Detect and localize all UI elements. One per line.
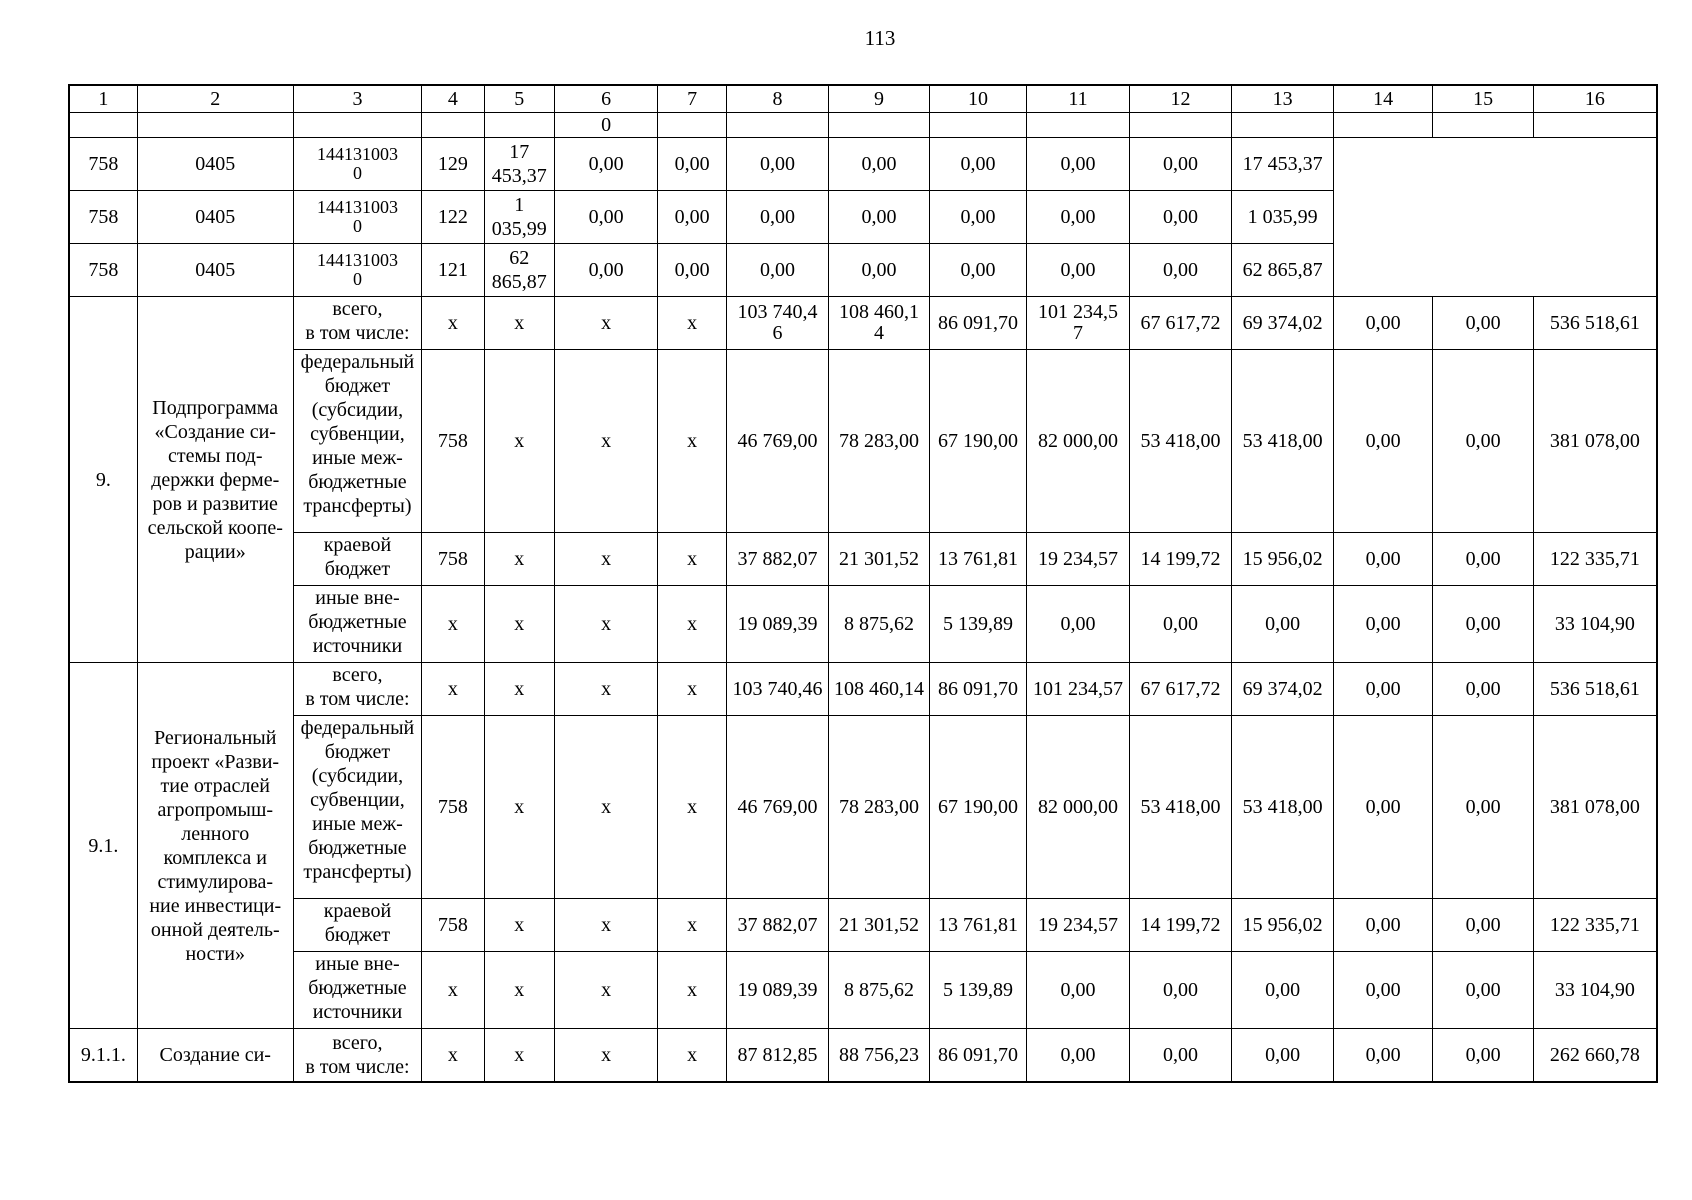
cell [829, 113, 930, 138]
header-cell: 9 [829, 85, 930, 113]
section-name-line: рации» [184, 540, 246, 563]
cell: 0,00 [1333, 586, 1433, 663]
continuation-row [69, 113, 1657, 138]
cell: х [658, 533, 726, 586]
cell: 82 000,00 [1027, 716, 1130, 899]
header-cell: 6 [554, 85, 658, 113]
section-name-line: стемы под- [167, 444, 263, 467]
cell: х [484, 533, 554, 586]
table-row [69, 138, 1657, 191]
cell: 13 761,81 [929, 533, 1026, 586]
cell: 67 190,00 [929, 350, 1026, 533]
cell: 0,00 [1333, 899, 1433, 952]
table-row [69, 663, 1657, 716]
cell: 0,00 [1333, 533, 1433, 586]
cell [69, 113, 137, 138]
cell: 122 335,71 [1533, 533, 1657, 586]
header-cell: 2 [137, 85, 293, 113]
cell: 758 [69, 191, 137, 244]
cell: х [554, 952, 658, 1029]
cell: 758 [422, 533, 484, 586]
cell: 101 234,57 [1027, 663, 1130, 716]
cell: 0,00 [1333, 350, 1433, 533]
cell [484, 113, 554, 138]
cell: 0,00 [1129, 952, 1232, 1029]
cell: 0405 [137, 244, 293, 297]
cell: 21 301,52 [829, 533, 930, 586]
table-row [69, 716, 1657, 899]
cell: 0,00 [1433, 899, 1534, 952]
table-row [69, 1029, 1657, 1083]
section-name-line: держки ферме- [151, 468, 280, 491]
cell: х [658, 663, 726, 716]
cell: х [658, 586, 726, 663]
cell: 37 882,07 [726, 899, 829, 952]
cell: 0,00 [658, 191, 726, 244]
cell: х [484, 952, 554, 1029]
cell: х [422, 952, 484, 1029]
section-name: Создание си- [137, 1029, 293, 1083]
cell: 86 091,70 [929, 297, 1026, 350]
cell: 0,00 [1333, 716, 1433, 899]
cell [1533, 113, 1657, 138]
section-number: 9.1.1. [69, 1029, 137, 1083]
cell: 0,00 [1232, 586, 1334, 663]
cell: 0,00 [1027, 1029, 1130, 1083]
cell: 0,00 [829, 244, 930, 297]
cell: х [484, 899, 554, 952]
cell [1333, 113, 1433, 138]
cell: 0,00 [1333, 663, 1433, 716]
header-cell: 5 [484, 85, 554, 113]
cell: 0,00 [1027, 244, 1130, 297]
cell: 0,00 [726, 191, 829, 244]
cell: 0,00 [658, 138, 726, 191]
cell: 0,00 [1433, 1029, 1534, 1083]
cell: 0,00 [829, 138, 930, 191]
cell: 144131003 0 [293, 244, 422, 297]
cell: х [554, 533, 658, 586]
cell: 0,00 [929, 191, 1026, 244]
cell: 536 518,61 [1533, 297, 1657, 350]
header-cell: 1 [69, 85, 137, 113]
section-number: 9. [69, 297, 137, 663]
cell: 88 756,23 [829, 1029, 930, 1083]
cell: х [658, 952, 726, 1029]
cell: 0,00 [1027, 191, 1130, 244]
table-row [69, 350, 1657, 533]
cell [1129, 113, 1232, 138]
cell: 0,00 [929, 244, 1026, 297]
section-name-line: ров и развитие [152, 492, 278, 515]
header-cell: 11 [1027, 85, 1130, 113]
section-name-line: комплекса и [163, 846, 267, 869]
cell: 0,00 [1129, 1029, 1232, 1083]
cell: х [658, 297, 726, 350]
section-name-line: онной деятель- [150, 918, 280, 941]
cell: 19 234,57 [1027, 533, 1130, 586]
cell: х [484, 297, 554, 350]
cell: х [554, 586, 658, 663]
cell: 87 812,85 [726, 1029, 829, 1083]
cell: 8 875,62 [829, 952, 930, 1029]
cell: х [422, 663, 484, 716]
cell: 0,00 [1129, 138, 1232, 191]
cell: 86 091,70 [929, 663, 1026, 716]
cell: 33 104,90 [1533, 586, 1657, 663]
section-name-line: Региональный [154, 726, 277, 749]
cell: 5 139,89 [929, 952, 1026, 1029]
header-cell: 4 [422, 85, 484, 113]
cell: 37 882,07 [726, 533, 829, 586]
cell: 0,00 [1129, 191, 1232, 244]
cell: 0,00 [1333, 1029, 1433, 1083]
cell: 381 078,00 [1533, 350, 1657, 533]
cell: х [484, 1029, 554, 1083]
table-row [69, 586, 1657, 663]
cell: 0,00 [1027, 952, 1130, 1029]
cell: 758 [422, 350, 484, 533]
section-name-line: ленного [181, 822, 250, 845]
cell: 0,00 [1433, 297, 1534, 350]
section-name-line: «Создание си- [154, 420, 276, 443]
table-row [69, 952, 1657, 1029]
cell: 144131003 0 [293, 191, 422, 244]
cell: 86 091,70 [929, 1029, 1026, 1083]
section-name-line: Подпрограмма [152, 396, 279, 419]
page-number: 113 [864, 26, 896, 50]
cell: 0,00 [1433, 952, 1534, 1029]
cell: х [658, 350, 726, 533]
cell: 758 [422, 716, 484, 899]
cell: 0405 [137, 191, 293, 244]
cell: 69 374,02 [1232, 297, 1334, 350]
cell: 0,00 [1433, 533, 1534, 586]
cell: 67 190,00 [929, 716, 1026, 899]
header-cell: 13 [1232, 85, 1334, 113]
cell: 262 660,78 [1533, 1029, 1657, 1083]
cell: 53 418,00 [1129, 350, 1232, 533]
header-cell: 12 [1129, 85, 1232, 113]
header-cell: 15 [1433, 85, 1534, 113]
section-name-line: тие отраслей [160, 774, 270, 797]
cell: 46 769,00 [726, 716, 829, 899]
cell: 19 089,39 [726, 952, 829, 1029]
header-cell: 10 [929, 85, 1026, 113]
cell: 1 035,99 [484, 191, 554, 244]
cell: 0,00 [1433, 350, 1534, 533]
cell: 0,00 [1129, 586, 1232, 663]
cell: х [422, 1029, 484, 1083]
cell: 5 139,89 [929, 586, 1026, 663]
funding-source: иные вне- бюджетные источники [293, 586, 422, 663]
cell [1433, 113, 1534, 138]
header-cell: 3 [293, 85, 422, 113]
section-name-line: сельской коопе- [147, 516, 283, 539]
cell: 53 418,00 [1232, 716, 1334, 899]
cell: 381 078,00 [1533, 716, 1657, 899]
cell: х [554, 716, 658, 899]
cell: 0,00 [1333, 952, 1433, 1029]
header-row [69, 85, 1657, 113]
header-cell: 14 [1333, 85, 1433, 113]
cell: 69 374,02 [1232, 663, 1334, 716]
cell: 129 [422, 138, 484, 191]
cell [1027, 113, 1130, 138]
cell: 758 [422, 899, 484, 952]
cell: 19 234,57 [1027, 899, 1130, 952]
cell: х [554, 899, 658, 952]
table-row [69, 899, 1657, 952]
funding-source: краевой бюджет [293, 899, 422, 952]
cell: 1 035,99 [1232, 191, 1334, 244]
cell: х [484, 586, 554, 663]
cell [658, 113, 726, 138]
funding-source: всего, в том числе: [293, 663, 422, 716]
cell: 19 089,39 [726, 586, 829, 663]
cell: 14 199,72 [1129, 533, 1232, 586]
cell: 15 956,02 [1232, 533, 1334, 586]
cell: 78 283,00 [829, 350, 930, 533]
cell: х [484, 663, 554, 716]
cell: 0,00 [1433, 586, 1534, 663]
cell: 62 865,87 [484, 244, 554, 297]
cell: 0,00 [1232, 1029, 1334, 1083]
header-cell: 8 [726, 85, 829, 113]
cell: 33 104,90 [1533, 952, 1657, 1029]
funding-source: краевой бюджет [293, 533, 422, 586]
cell: 758 [69, 244, 137, 297]
cell [422, 113, 484, 138]
cell: 0 [554, 113, 658, 138]
cell: 0,00 [554, 244, 658, 297]
section-name-line: агропромыш- [157, 798, 274, 821]
section-name-line: проект «Разви- [151, 750, 280, 773]
cell: 103 740,4 6 [726, 297, 829, 350]
cell: 0,00 [554, 191, 658, 244]
funding-source: всего, в том числе: [293, 1029, 422, 1083]
cell: 144131003 0 [293, 138, 422, 191]
cell: 0,00 [829, 191, 930, 244]
cell: х [658, 899, 726, 952]
section-number: 9.1. [69, 663, 137, 1029]
cell: 67 617,72 [1129, 297, 1232, 350]
cell [1232, 113, 1334, 138]
cell: 0,00 [726, 138, 829, 191]
funding-source: иные вне- бюджетные источники [293, 952, 422, 1029]
cell: 78 283,00 [829, 716, 930, 899]
table-row [69, 297, 1657, 350]
cell: х [484, 350, 554, 533]
cell: х [484, 716, 554, 899]
cell: 17 453,37 [484, 138, 554, 191]
cell: 53 418,00 [1232, 350, 1334, 533]
cell: 82 000,00 [1027, 350, 1130, 533]
funding-source: федеральный бюджет (субсидии, субвенции, иные меж- бюджетные трансферты) [293, 350, 422, 533]
table-row [69, 191, 1657, 244]
cell: 103 740,46 [726, 663, 829, 716]
header-cell: 7 [658, 85, 726, 113]
cell: 0405 [137, 138, 293, 191]
cell: 53 418,00 [1129, 716, 1232, 899]
cell: 0,00 [1027, 586, 1130, 663]
section-name [137, 663, 293, 1029]
cell: 0,00 [1333, 297, 1433, 350]
cell [137, 113, 293, 138]
header-cell: 16 [1533, 85, 1657, 113]
cell: 14 199,72 [1129, 899, 1232, 952]
cell: 15 956,02 [1232, 899, 1334, 952]
cell: х [554, 663, 658, 716]
cell: 758 [69, 138, 137, 191]
cell: 122 [422, 191, 484, 244]
cell: 536 518,61 [1533, 663, 1657, 716]
cell: 108 460,14 [829, 663, 930, 716]
cell: 67 617,72 [1129, 663, 1232, 716]
cell: 62 865,87 [1232, 244, 1334, 297]
cell [929, 113, 1026, 138]
cell: 0,00 [1129, 244, 1232, 297]
cell: 21 301,52 [829, 899, 930, 952]
cell: х [658, 1029, 726, 1083]
section-name-line: ности» [185, 942, 245, 965]
section-name-line: стимулирова- [157, 870, 273, 893]
cell: х [658, 716, 726, 899]
cell: 122 335,71 [1533, 899, 1657, 952]
cell: 0,00 [1433, 663, 1534, 716]
cell: 13 761,81 [929, 899, 1026, 952]
cell: 0,00 [726, 244, 829, 297]
funding-source: федеральный бюджет (субсидии, субвенции, иные меж- бюджетные трансферты) [293, 716, 422, 899]
cell: х [422, 297, 484, 350]
cell: 0,00 [1027, 138, 1130, 191]
cell: 108 460,1 4 [829, 297, 930, 350]
cell: х [554, 350, 658, 533]
budget-table [68, 84, 1658, 1083]
cell: 17 453,37 [1232, 138, 1334, 191]
cell: 0,00 [1232, 952, 1334, 1029]
section-name-line: ние инвестици- [149, 894, 282, 917]
cell: 46 769,00 [726, 350, 829, 533]
table-row [69, 244, 1657, 297]
cell: 0,00 [1433, 716, 1534, 899]
section-name [137, 297, 293, 663]
funding-source: всего, в том числе: [293, 297, 422, 350]
cell: х [554, 1029, 658, 1083]
cell: 0,00 [554, 138, 658, 191]
cell: х [554, 297, 658, 350]
cell: х [422, 586, 484, 663]
cell: 0,00 [658, 244, 726, 297]
table-row [69, 533, 1657, 586]
cell: 8 875,62 [829, 586, 930, 663]
cell: 101 234,5 7 [1027, 297, 1130, 350]
cell [293, 113, 422, 138]
cell: 121 [422, 244, 484, 297]
cell: 0,00 [929, 138, 1026, 191]
cell [726, 113, 829, 138]
